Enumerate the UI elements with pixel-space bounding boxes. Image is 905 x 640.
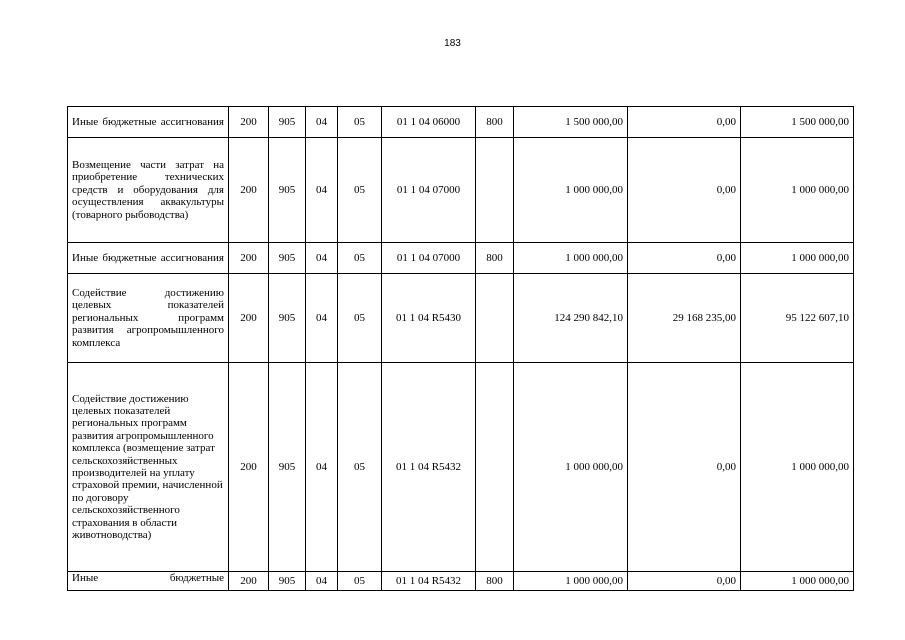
row-regional-amount: 1 000 000,00 bbox=[741, 363, 854, 572]
row-regional-amount: 95 122 607,10 bbox=[741, 274, 854, 363]
row-subsection: 05 bbox=[338, 138, 382, 243]
row-federal-amount: 0,00 bbox=[628, 107, 741, 138]
row-section: 04 bbox=[306, 243, 338, 274]
row-admin-code: 200 bbox=[229, 274, 269, 363]
row-name: Содействие достижению целевых показателей региональных программ развития агропромышленного комплекса (возмещение затрат сельскохозяйственных производителей на уплату страховой премии, начисленной по договору сельскохозяйственного страхования в области животноводства) bbox=[68, 363, 229, 572]
row-target-code: 01 1 04 R5430 bbox=[382, 274, 476, 363]
row-regional-amount: 1 000 000,00 bbox=[741, 572, 854, 591]
row-target-code: 01 1 04 07000 bbox=[382, 138, 476, 243]
row-subsection: 05 bbox=[338, 572, 382, 591]
row-amount: 1 500 000,00 bbox=[514, 107, 628, 138]
row-subsection: 05 bbox=[338, 363, 382, 572]
table-row bbox=[68, 243, 854, 274]
row-name: Содействие достижению целевых показателей региональных программ развития агропромышленного комплекса bbox=[68, 274, 229, 363]
row-grbs-code: 905 bbox=[269, 572, 306, 591]
row-target-code: 01 1 04 R5432 bbox=[382, 363, 476, 572]
row-grbs-code: 905 bbox=[269, 107, 306, 138]
row-expense-type: 800 bbox=[476, 243, 514, 274]
row-amount: 1 000 000,00 bbox=[514, 138, 628, 243]
row-name: Возмещение части затрат на приобретение технических средств и оборудования для осуществления аквакультуры (товарного рыбоводства) bbox=[68, 138, 229, 243]
row-section: 04 bbox=[306, 138, 338, 243]
table-row bbox=[68, 363, 854, 572]
row-admin-code: 200 bbox=[229, 363, 269, 572]
row-subsection: 05 bbox=[338, 274, 382, 363]
row-name: Иные бюджетные bbox=[68, 572, 229, 591]
budget-table bbox=[67, 106, 854, 591]
row-federal-amount: 29 168 235,00 bbox=[628, 274, 741, 363]
table-row bbox=[68, 138, 854, 243]
row-section: 04 bbox=[306, 572, 338, 591]
row-grbs-code: 905 bbox=[269, 243, 306, 274]
row-target-code: 01 1 04 06000 bbox=[382, 107, 476, 138]
row-section: 04 bbox=[306, 363, 338, 572]
row-expense-type bbox=[476, 138, 514, 243]
row-grbs-code: 905 bbox=[269, 363, 306, 572]
row-admin-code: 200 bbox=[229, 138, 269, 243]
row-regional-amount: 1 000 000,00 bbox=[741, 243, 854, 274]
row-expense-type bbox=[476, 274, 514, 363]
row-federal-amount: 0,00 bbox=[628, 243, 741, 274]
row-expense-type: 800 bbox=[476, 107, 514, 138]
row-expense-type bbox=[476, 363, 514, 572]
table-row bbox=[68, 107, 854, 138]
row-section: 04 bbox=[306, 274, 338, 363]
row-regional-amount: 1 500 000,00 bbox=[741, 107, 854, 138]
row-regional-amount: 1 000 000,00 bbox=[741, 138, 854, 243]
row-amount: 1 000 000,00 bbox=[514, 572, 628, 591]
row-federal-amount: 0,00 bbox=[628, 572, 741, 591]
row-amount: 1 000 000,00 bbox=[514, 243, 628, 274]
row-federal-amount: 0,00 bbox=[628, 363, 741, 572]
row-grbs-code: 905 bbox=[269, 274, 306, 363]
row-section: 04 bbox=[306, 107, 338, 138]
row-expense-type: 800 bbox=[476, 572, 514, 591]
page-number: 183 bbox=[444, 38, 461, 49]
row-federal-amount: 0,00 bbox=[628, 138, 741, 243]
row-name: Иные бюджетные ассигнования bbox=[68, 107, 229, 138]
row-admin-code: 200 bbox=[229, 572, 269, 591]
row-admin-code: 200 bbox=[229, 107, 269, 138]
table-row bbox=[68, 274, 854, 363]
table-row bbox=[68, 572, 854, 591]
row-subsection: 05 bbox=[338, 107, 382, 138]
row-admin-code: 200 bbox=[229, 243, 269, 274]
row-amount: 124 290 842,10 bbox=[514, 274, 628, 363]
row-amount: 1 000 000,00 bbox=[514, 363, 628, 572]
row-target-code: 01 1 04 R5432 bbox=[382, 572, 476, 591]
row-target-code: 01 1 04 07000 bbox=[382, 243, 476, 274]
row-subsection: 05 bbox=[338, 243, 382, 274]
row-grbs-code: 905 bbox=[269, 138, 306, 243]
row-name: Иные бюджетные ассигнования bbox=[68, 243, 229, 274]
